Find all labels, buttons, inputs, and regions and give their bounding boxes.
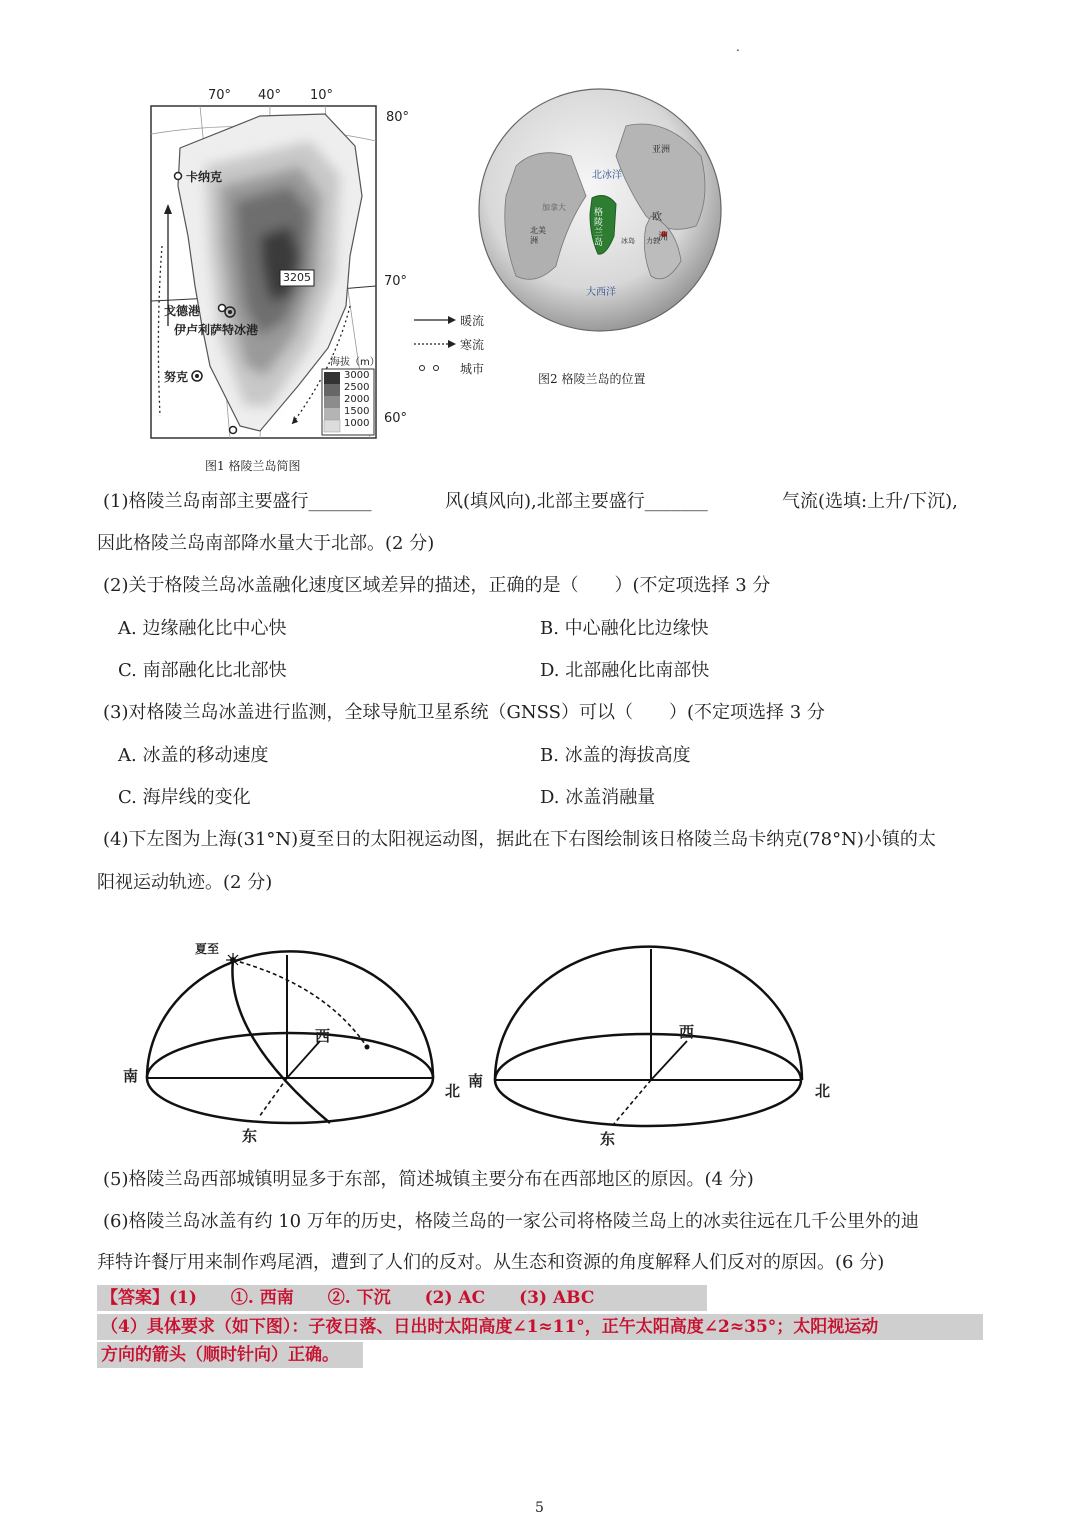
question-1-part-d: 因此格陵兰岛南部降水量大于北部。(2 分) xyxy=(97,533,435,554)
sun-diagram-left xyxy=(115,935,475,1150)
question-2-option-d: D. 北部融化比南部快 xyxy=(540,660,710,681)
globe-label-city: 力敦 xyxy=(646,237,660,245)
figure-globe xyxy=(476,86,726,336)
label-east-left: 东 xyxy=(242,1127,258,1145)
globe-label-asia: 亚洲 xyxy=(652,145,671,155)
question-5: (5)格陵兰岛西部城镇明显多于东部，简述城镇主要分布在西部地区的原因。(4 分) xyxy=(103,1169,754,1190)
sun-diagram-right-svg xyxy=(465,935,845,1150)
key-warm-current: 暖流 xyxy=(460,314,485,328)
question-2-option-c: C. 南部融化比北部快 xyxy=(118,660,287,681)
question-1-part-a: (1)格陵兰岛南部主要盛行_______ xyxy=(103,491,372,512)
label-south-right: 南 xyxy=(468,1072,484,1090)
question-2-option-b: B. 中心融化比边缘快 xyxy=(540,618,709,639)
header-dot: . xyxy=(736,40,740,54)
globe-label-arctic: 北冰洋 xyxy=(592,170,622,181)
question-1-part-b: 风(填风向),北部主要盛行_______ xyxy=(445,491,708,512)
lon-label-10: 10° xyxy=(310,88,334,103)
label-west-right: 西 xyxy=(679,1023,695,1041)
globe-label-north-america: 北美洲 xyxy=(530,226,546,245)
label-north-right: 北 xyxy=(815,1082,831,1100)
sun-diagram-left-svg xyxy=(115,935,475,1150)
globe-label-atlantic: 大西洋 xyxy=(586,287,616,298)
question-2-option-a: A. 边缘融化比中心快 xyxy=(118,618,287,639)
figure-greenland-map xyxy=(150,86,480,476)
sun-icon xyxy=(226,953,240,967)
page-number: 5 xyxy=(535,1500,544,1516)
question-3: (3)对格陵兰岛冰盖进行监测，全球导航卫星系统（GNSS）可以（ ）(不定项选择 3 分 xyxy=(103,702,825,723)
label-east-right: 东 xyxy=(600,1130,616,1148)
label-north-left: 北 xyxy=(445,1082,461,1100)
city-label-nuuk: 努克 xyxy=(164,370,189,384)
figure1-caption: 图1 格陵兰岛简图 xyxy=(205,459,301,473)
lat-label-60: 60° xyxy=(384,411,408,426)
question-4-line-2: 阳视运动轨迹。(2 分) xyxy=(97,872,273,893)
key-city: 城市 xyxy=(460,362,485,376)
question-3-option-d: D. 冰盖消融量 xyxy=(540,787,656,808)
question-6-line-1: (6)格陵兰岛冰盖有约 10 万年的历史，格陵兰岛的一家公司将格陵兰岛上的冰卖往远在几千公里外的迪 xyxy=(103,1211,919,1232)
sky-dome-right xyxy=(495,947,802,1080)
answer-line-3: 方向的箭头（顺时针向）正确。 xyxy=(97,1342,363,1368)
city-marker-godhavn xyxy=(219,305,226,312)
question-2: (2)关于格陵兰岛冰盖融化速度区域差异的描述，正确的是（ ）(不定项选择 3 分 xyxy=(103,575,771,596)
answer-line-1: 【答案】(1) ①. 西南 ②. 下沉 (2) AC (3) ABC xyxy=(97,1285,707,1311)
globe-label-europe-2: 洲 xyxy=(658,232,668,243)
sun-diagram-right xyxy=(465,935,845,1150)
key-cold-current: 寒流 xyxy=(460,338,485,352)
city-label-ilulissat: 伊卢利萨特冰港 xyxy=(174,323,259,337)
sky-dome xyxy=(147,951,433,1078)
lon-label-40: 40° xyxy=(258,88,282,103)
label-west-left: 西 xyxy=(315,1027,331,1045)
globe-label-europe-1: 欧 xyxy=(652,212,662,223)
greenland-map-svg xyxy=(150,86,480,476)
lat-label-80: 80° xyxy=(386,110,410,125)
label-summer-solstice: 夏至 xyxy=(195,942,220,956)
lat-label-70: 70° xyxy=(384,274,408,289)
legend-values: 3000 2500 2000 1500 1000 xyxy=(344,370,370,429)
globe-label-canada: 加拿大 xyxy=(542,203,566,212)
globe-label-greenland: 格陵兰岛 xyxy=(594,208,604,248)
question-6-line-2: 拜特许餐厅用来制作鸡尾酒，遭到了人们的反对。从生态和资源的角度解释人们反对的原因。(6 分) xyxy=(97,1252,885,1273)
question-4-line-1: (4)下左图为上海(31°N)夏至日的太阳视运动图，据此在下右图绘制该日格陵兰岛卡纳克(78°N)小镇的太 xyxy=(103,829,936,850)
lon-label-70: 70° xyxy=(208,88,232,103)
city-label-godhavn: 戈德港 xyxy=(164,304,201,318)
label-south-left: 南 xyxy=(123,1067,139,1085)
question-1-part-c: 气流(选填:上升/下沉), xyxy=(782,491,958,512)
city-label-kanak: 卡纳克 xyxy=(186,170,223,184)
city-marker-kanak xyxy=(175,173,182,180)
city-marker-south xyxy=(230,427,237,434)
globe-label-iceland: 冰岛 xyxy=(621,237,635,245)
peak-elevation-label: 3205 xyxy=(283,271,311,284)
legend-title: 海拔（m） xyxy=(330,357,380,368)
answer-line-2: （4）具体要求（如下图）：子夜日落、日出时太阳高度∠1≈11°，正午太阳高度∠2≈35°；太阳视运动 xyxy=(97,1314,983,1340)
question-3-option-b: B. 冰盖的海拔高度 xyxy=(540,745,691,766)
question-3-option-a: A. 冰盖的移动速度 xyxy=(118,745,269,766)
question-3-option-c: C. 海岸线的变化 xyxy=(118,787,251,808)
figure2-caption: 图2 格陵兰岛的位置 xyxy=(538,372,646,386)
